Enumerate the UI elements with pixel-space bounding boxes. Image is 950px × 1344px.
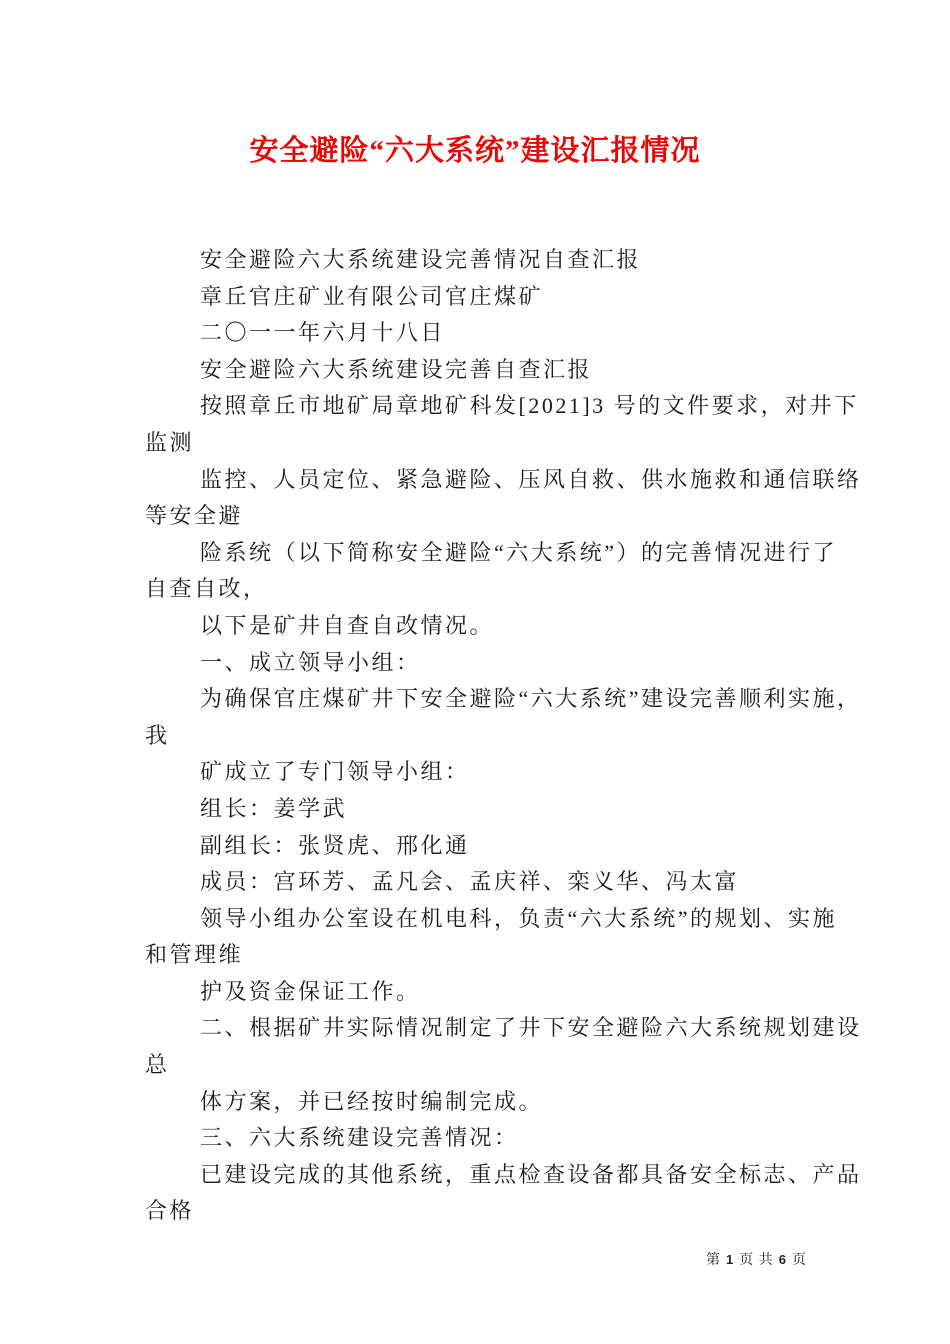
body-line: 监控、人员定位、紧急避险、压风自救、供水施救和通信联络 [200,466,862,492]
body-line: 一、成立领导小组： [200,649,421,675]
page-footer [706,1249,807,1269]
body-line: 等安全避 [145,503,244,529]
body-line: 二、根据矿井实际情况制定了井下安全避险六大系统规划建设 [200,1015,862,1041]
body-line: 体方案，并已经按时编制完成。 [200,1088,544,1114]
body-line: 总 [145,1052,170,1078]
body-line: 自查自改， [145,576,268,602]
body-line: 护及资金保证工作。 [200,978,421,1004]
body-line: 组长：姜学武 [200,795,348,821]
body-line: 为确保官庄煤矿井下安全避险“六大系统”建设完善顺利实施， [200,686,862,712]
body-line: 监测 [145,429,195,455]
body-line: 按照章丘市地矿局章地矿科发[2021]3 号的文件要求，对井下 [200,393,859,419]
body-line: 副组长：张贤虎、邢化通 [200,832,470,858]
footer-label-of: 页 共 [739,1253,774,1268]
body-line: 我 [145,722,170,748]
body-line: 险系统（以下简称安全避险“六大系统”）的完善情况进行了 [200,539,838,565]
body-line: 领导小组办公室设在机电科，负责“六大系统”的规划、实施 [200,905,838,931]
body-line: 成员：宫环芳、孟凡会、孟庆祥、栾义华、冯太富 [200,869,740,895]
body-line: 合格 [145,1198,195,1224]
body-line: 安全避险六大系统建设完善自查汇报 [200,356,593,382]
body-line: 二〇一一年六月十八日 [200,320,446,346]
footer-total-page-number: 6 [778,1252,787,1267]
document-title: 安全避险“六大系统”建设汇报情况 [249,135,701,167]
footer-current-page-number: 1 [726,1252,735,1267]
body-line: 已建设完成的其他系统，重点检查设备都具备安全标志、产品 [200,1161,862,1187]
document-body [145,242,862,1230]
footer-label-page: 第 [706,1253,722,1268]
body-line: 三、六大系统建设完善情况： [200,1125,519,1151]
body-line: 章丘官庄矿业有限公司官庄煤矿 [200,283,544,309]
body-line: 和管理维 [145,942,244,968]
body-line: 以下是矿井自查自改情况。 [200,612,495,638]
body-line: 安全避险六大系统建设完善情况自查汇报 [200,247,642,272]
body-line: 矿成立了专门领导小组： [200,759,470,785]
footer-label-pages: 页 [792,1253,807,1268]
